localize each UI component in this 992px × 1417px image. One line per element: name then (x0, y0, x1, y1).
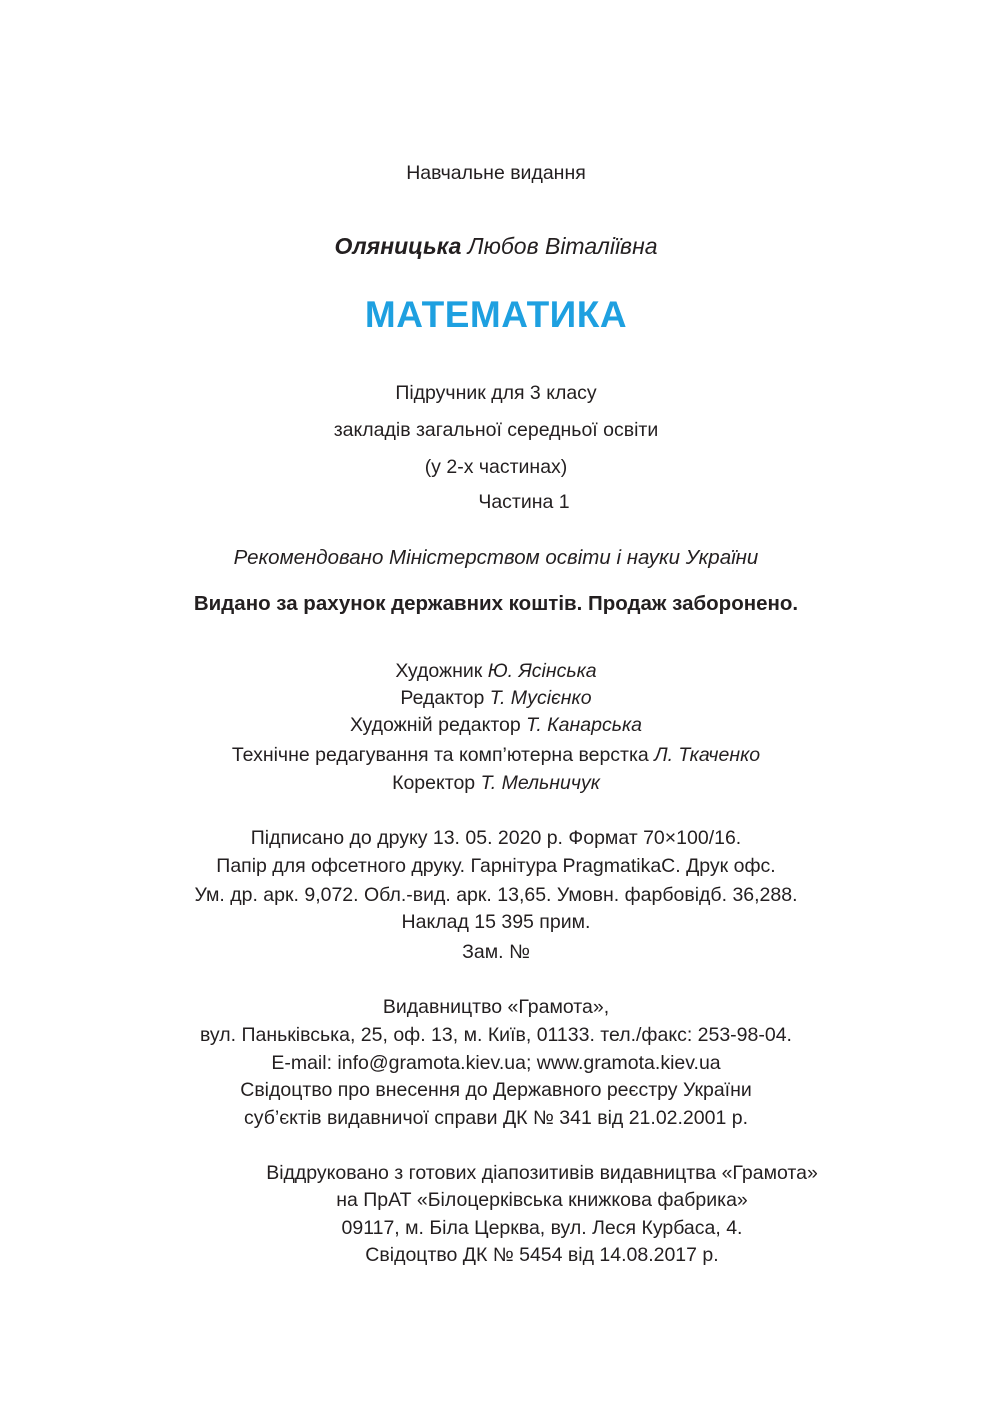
edition-type: Навчальне видання (406, 162, 586, 184)
credit-name: Т. Мусієнко (489, 687, 592, 709)
credit-role: Художній редактор (349, 714, 521, 736)
publisher-line: Свідоцтво про внесення до Державного реєстру України (240, 1079, 752, 1101)
subtitle-line-1: Підручник для 3 класу (395, 382, 597, 404)
credit-editor (0, 686, 992, 710)
recommendation: Рекомендовано Міністерством освіти і науки України (233, 546, 759, 569)
credit-role: Художник (395, 660, 483, 682)
credit-role: Коректор (392, 772, 476, 794)
author-given-name: Любов Віталіївна (467, 233, 658, 259)
print-info-line: Наклад 15 395 прим. (401, 911, 591, 933)
publisher-line: суб’єктів видавничої справи ДК № 341 від 21.02.2001 р. (243, 1107, 748, 1129)
print-info-line: Підписано до друку 13. 05. 2020 р. Формат 70×100/16. (250, 827, 742, 849)
credit-layout (0, 743, 992, 767)
author-surname: Оляницька (334, 233, 462, 259)
credit-name: Т. Канарська (526, 714, 643, 736)
free-distribution-notice: Видано за рахунок державних коштів. Продаж заборонено. (193, 592, 799, 615)
subtitle-line-2: закладів загальної середньої освіти (333, 419, 659, 441)
print-info-line: Папір для офсетного друку. Гарнітура PragmatikaC. Друк офс. (216, 855, 776, 877)
author-line (0, 232, 992, 260)
credit-name: Ю. Ясінська (487, 660, 597, 682)
credit-art-editor (0, 713, 992, 737)
subtitle-line-3: (у 2-х частинах) (424, 456, 568, 478)
book-title: МАТЕМАТИКА (364, 294, 628, 335)
subtitle-line-4: Частина 1 (478, 491, 570, 513)
credit-role: Технічне редагування та комп’ютерна верстка (231, 744, 649, 766)
printer-line: Віддруковано з готових діапозитивів видавництва «Грамота» (266, 1162, 818, 1184)
print-info-line: Ум. др. арк. 9,072. Обл.-вид. арк. 13,65. Умовн. фарбовідб. 36,288. (194, 884, 798, 906)
publisher-line: Видавництво «Грамота», (382, 996, 610, 1018)
printer-line: Свідоцтво ДК № 5454 від 14.08.2017 р. (365, 1244, 719, 1266)
credit-proofreader (0, 771, 992, 795)
printer-line: на ПрАТ «Білоцерківська книжкова фабрика» (336, 1189, 748, 1211)
credit-name: Т. Мельничук (480, 772, 600, 794)
credit-artist (0, 659, 992, 683)
print-info-line: Зам. № (462, 941, 530, 963)
publisher-line: вул. Паньківська, 25, оф. 13, м. Київ, 01133. тел./факс: 253-98-04. (200, 1024, 792, 1046)
printer-line: 09117, м. Біла Церква, вул. Леся Курбаса, 4. (341, 1217, 743, 1239)
credit-role: Редактор (400, 687, 485, 709)
publisher-line: E-mail: info@gramota.kiev.ua; www.gramota.kiev.ua (271, 1052, 721, 1074)
credit-name: Л. Ткаченко (654, 744, 761, 766)
